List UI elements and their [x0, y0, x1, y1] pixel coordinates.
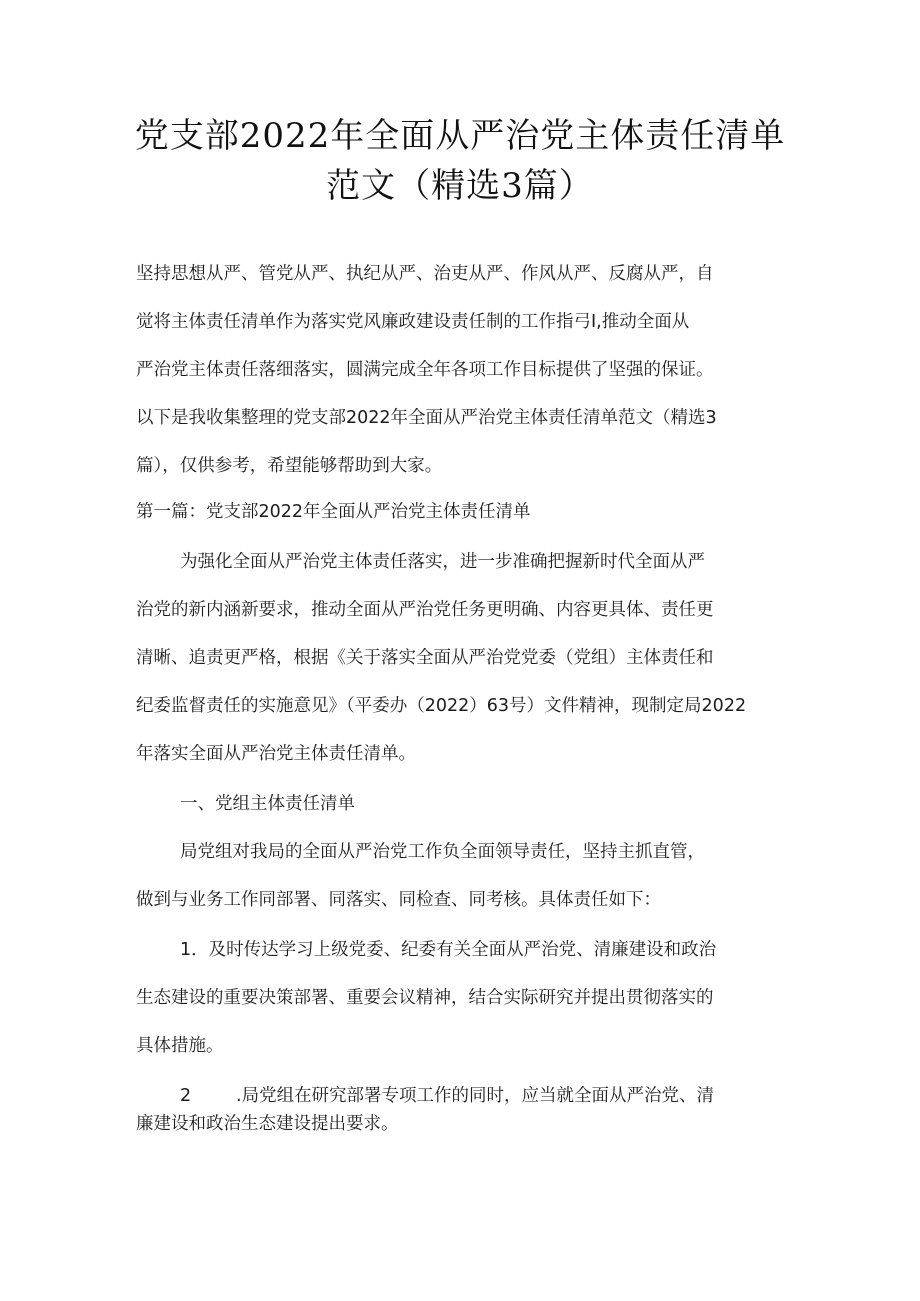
intro-line: 严治党主体责任落细落实，圆满完成全年各项工作目标提供了坚强的保证。	[136, 360, 714, 380]
subheading: 一、党组主体责任清单	[180, 794, 355, 814]
intro-line: 坚持思想从严、管党从严、执纪从严、治吏从严、作风从严、反腐从严，自	[136, 264, 714, 284]
paragraph-line: 纪委监督责任的实施意见》（平委办（2022）63号）文件精神，现制定局2022	[136, 696, 747, 716]
intro-line: 觉将主体责任清单作为落实党风廉政建设责任制的工作指弓I,推动全面从	[136, 312, 690, 332]
section-heading: 第一篇：党支部2022年全面从严治党主体责任清单	[136, 502, 531, 522]
paragraph-line: 年落实全面从严治党主体责任清单。	[136, 744, 416, 764]
intro-line: 篇），仅供参考，希望能够帮助到大家。	[136, 456, 443, 476]
list-item-line: 具体措施。	[136, 1036, 224, 1056]
document-title-line-1: 党支部2022年全面从严治党主体责任清单	[134, 116, 786, 156]
paragraph-line: 局党组对我局的全面从严治党工作负全面领导责任，坚持主抓直管，	[180, 842, 705, 862]
list-item-line: 廉建设和政治生态建设提出要求。	[136, 1114, 399, 1134]
list-item-number: 2	[180, 1086, 192, 1106]
list-item-line: 生态建设的重要决策部署、重要会议精神，结合实际研究并提出贯彻落实的	[136, 988, 714, 1008]
intro-line: 以下是我收集整理的党支部2022年全面从严治党主体责任清单范文（精选3	[136, 408, 717, 428]
paragraph-line: 清晰、追责更严格，根据《关于落实全面从严治党党委（党组）主体责任和	[136, 648, 714, 668]
list-item-line: 1．及时传达学习上级党委、纪委有关全面从严治党、清廉建设和政治	[180, 940, 717, 960]
paragraph-line: 治党的新内涵新要求，推动全面从严治党任务更明确、内容更具体、责任更	[136, 600, 714, 620]
list-item-line: .局党组在研究部署专项工作的同时，应当就全面从严治党、清	[236, 1086, 715, 1106]
paragraph-line: 为强化全面从严治党主体责任落实，进一步准确把握新时代全面从严	[180, 552, 705, 572]
paragraph-line: 做到与业务工作同部署、同落实、同检查、同考核。具体责任如下：	[136, 890, 661, 910]
document-title-line-2: 范文（精选3篇）	[326, 166, 594, 206]
